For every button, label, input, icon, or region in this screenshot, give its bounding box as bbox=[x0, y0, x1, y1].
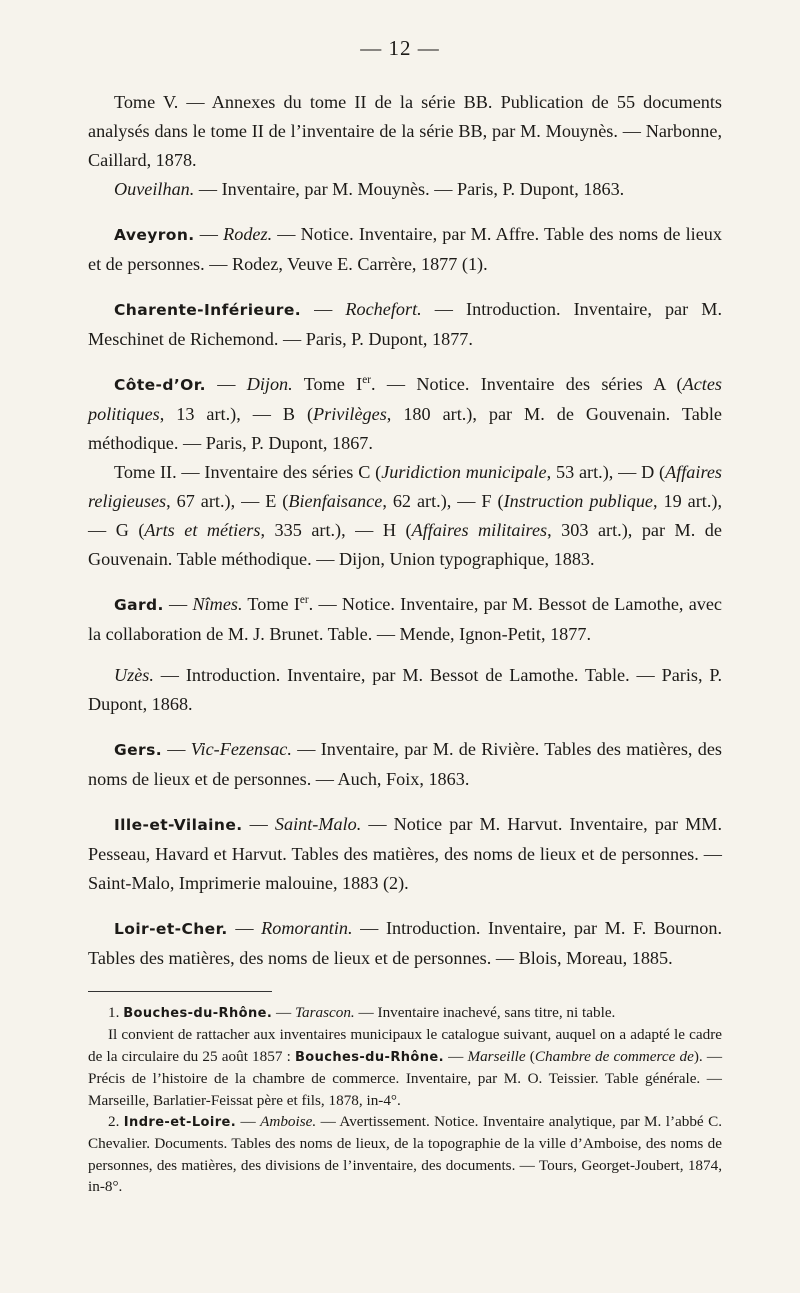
entry-text: , 19 art.), — G ( bbox=[88, 491, 722, 540]
department-name: Bouches-du-Rhône. bbox=[123, 1006, 273, 1021]
entry-text: Tome I bbox=[292, 374, 363, 394]
entry-text: , 62 art.), — F ( bbox=[382, 491, 504, 511]
series-title: Bienfaisance bbox=[288, 491, 383, 511]
entry-text: , 13 art.), — B ( bbox=[159, 404, 314, 424]
entry-text: — Introduction. Inventaire, par M. F. Bournon. Tables des matières, des noms de lieux et de personnes. — Blois, Moreau, 1885. bbox=[88, 918, 722, 968]
department-name: Ille-et-Vilaine. bbox=[114, 816, 243, 834]
main-text bbox=[88, 88, 722, 1198]
entry-uzes bbox=[88, 661, 722, 719]
entry-text: , 53 art.), — D ( bbox=[546, 462, 666, 482]
place-name: Ouveilhan. bbox=[114, 179, 195, 199]
series-title: Privilèges bbox=[313, 404, 387, 424]
entry-text: Tome I bbox=[242, 594, 300, 614]
footnote-1 bbox=[88, 1002, 722, 1024]
footnote-text: — Inventaire inachevé, sans titre, ni table. bbox=[354, 1004, 616, 1021]
place-name: Rochefort. bbox=[345, 299, 422, 319]
department-name: Aveyron. bbox=[114, 226, 195, 244]
entry-text: Tome II. — Inventaire des séries C ( bbox=[114, 462, 382, 482]
department-name: Indre-et-Loire. bbox=[123, 1115, 237, 1131]
series-title: Actes politiques bbox=[88, 374, 722, 424]
department-name: Bouches-du-Rhône. bbox=[294, 1049, 444, 1065]
footnote-text: — bbox=[272, 1004, 295, 1021]
entry-cote-d-or-tome-2 bbox=[88, 458, 722, 574]
place-name: Marseille bbox=[467, 1047, 526, 1065]
entry-text: — Notice. Inventaire, par M. Affre. Table des noms de lieux et de personnes. — Rodez, Veuve E. Carrère, 1877 (1). bbox=[88, 224, 722, 274]
entry-text: — Inventaire, par M. de Rivière. Tables des matières, des noms de lieux et de personnes. — Auch, Foix, 1863. bbox=[88, 739, 722, 789]
place-name: Uzès. bbox=[114, 665, 154, 685]
entry-charente-inferieure: Charente-Inférieure. — Rochefort. — Introduction. Inventaire, par M. Meschinet de Richemond. — Paris, P. Dupont, 1877. bbox=[88, 299, 722, 349]
series-title: Instruction publique bbox=[503, 491, 653, 511]
entry-text: . — Notice. Inventaire, par M. Bessot de Lamothe, avec la collaboration de M. J. Brunet. Table. — Mende, Ignon-Petit, 1877. bbox=[88, 594, 723, 644]
superscript: er bbox=[299, 593, 309, 606]
place-name: Nîmes. bbox=[192, 594, 243, 614]
superscript: er bbox=[362, 373, 371, 386]
entry-text: , 180 art.), par M. de Gouvenain. Table méthodique. — Paris, P. Dupont, 1867. bbox=[88, 404, 722, 453]
place-name: Saint-Malo. bbox=[274, 814, 362, 834]
place-name: Rodez. bbox=[223, 224, 273, 244]
footnote-number: 1. bbox=[108, 1004, 124, 1021]
footnote-text: — bbox=[236, 1113, 261, 1131]
footnote-text: ). — Précis de l’histoire de la chambre de commerce. Inventaire, par M. O. Teissier. Table générale. — Marseille, Barlatier-Feissat père et fils, 1878, in-4°. bbox=[88, 1047, 723, 1109]
page-number: — 12 — bbox=[360, 36, 440, 60]
entry-text: , 67 art.), — E ( bbox=[166, 491, 289, 511]
footnotes bbox=[88, 1002, 722, 1198]
department-name: Gard. bbox=[114, 596, 164, 614]
entry-gard: Gard. — Nîmes. Tome Ier. — Notice. Inventaire, par M. Bessot de Lamothe, avec la collaboration de M. J. Brunet. Table. — Mende, Ignon-Petit, 1877. bbox=[88, 593, 723, 644]
footnote-text: — Avertissement. Notice. Inventaire analytique, par M. l’abbé C. Chevalier. Documents. Tables des noms de lieux, de la topographie de la ville d’Amboise, des noms de personnes, des matières, des divisions de l’inventaire, des documents. — Tours, Georget-Joubert, 1874, in-8°. bbox=[88, 1113, 723, 1196]
series-title: Arts et métiers bbox=[144, 520, 261, 540]
footnote-number: 2. bbox=[108, 1113, 124, 1131]
entry-text: , 335 art.), — H ( bbox=[260, 520, 412, 540]
entry-text: — Inventaire, par M. Mouynès. — Paris, P. Dupont, 1863. bbox=[194, 179, 625, 199]
place-name: Romorantin. bbox=[261, 918, 353, 938]
place-name: Amboise. bbox=[260, 1113, 317, 1131]
series-title: Juridiction municipale bbox=[381, 462, 547, 482]
department-name: Côte-d’Or. bbox=[114, 376, 206, 394]
footnote-text: ( bbox=[525, 1047, 535, 1065]
entry-ille-et-vilaine: Ille-et-Vilaine. — Saint-Malo. — Notice par M. Harvut. Inventaire, par MM. Pesseau, Havard et Harvut. Tables des matières, des noms de lieux et de personnes. — Saint-Malo, Imprimerie malouine, 1883 (2). bbox=[88, 814, 722, 893]
entry-loir-et-cher: Loir-et-Cher. — Romorantin. — Introduction. Inventaire, par M. F. Bournon. Tables des matières, des noms de lieux et de personnes. — Blois, Moreau, 1885. bbox=[88, 918, 722, 968]
department-name: Gers. bbox=[114, 741, 162, 759]
footnote-text: — bbox=[443, 1047, 468, 1065]
entry-text: . — Notice. Inventaire des séries A ( bbox=[371, 374, 683, 394]
entry-text: , 303 art.), par M. de Gouvenain. Table méthodique. — Dijon, Union typographique, 1883. bbox=[88, 520, 722, 569]
entry-aveyron: Aveyron. — Rodez. — Notice. Inventaire, par M. Affre. Table des noms de lieux et de personnes. — Rodez, Veuve E. Carrère, 1877 (1). bbox=[88, 224, 722, 274]
place-name: Tarascon. bbox=[294, 1004, 355, 1021]
entry-text: Tome V. — Annexes du tome II de la série BB. Publication de 55 documents analysés dans le tome II de l’inventaire de la série BB, par M. Mouynès. — Narbonne, Caillard, 1878. bbox=[88, 92, 722, 170]
entry-ouveilhan bbox=[88, 175, 722, 204]
place-name: Vic-Fezensac. bbox=[190, 739, 292, 759]
place-name: Dijon. bbox=[246, 374, 293, 394]
footnote-1-continued bbox=[88, 1024, 722, 1111]
entry-text: — Introduction. Inventaire, par M. Bessot de Lamothe. Table. — Paris, P. Dupont, 1868. bbox=[88, 665, 722, 714]
footnote-text: Il convient de rattacher aux inventaires municipaux le catalogue suivant, auquel on a adapté le cadre de la circulaire du 25 août 1857 : bbox=[88, 1026, 722, 1065]
footnote-2 bbox=[88, 1111, 722, 1198]
entry-text: — Notice par M. Harvut. Inventaire, par MM. Pesseau, Havard et Harvut. Tables des matières, des noms de lieux et de personnes. — Saint-Malo, Imprimerie malouine, 1883 (2). bbox=[88, 814, 722, 893]
department-name: Charente-Inférieure. bbox=[114, 301, 302, 319]
series-title: Affaires religieuses bbox=[88, 462, 723, 511]
series-title: Chambre de commerce de bbox=[534, 1047, 694, 1065]
department-name: Loir-et-Cher. bbox=[114, 920, 228, 938]
entry-tome-v bbox=[88, 88, 722, 175]
entry-gers: Gers. — Vic-Fezensac. — Inventaire, par M. de Rivière. Tables des matières, des noms de lieux et de personnes. — Auch, Foix, 1863. bbox=[88, 739, 722, 789]
footnote-divider bbox=[88, 991, 272, 992]
entry-text: — Introduction. Inventaire, par M. Meschinet de Richemond. — Paris, P. Dupont, 1877. bbox=[88, 299, 722, 349]
entry-cote-d-or-tome-1: Côte-d’Or. — Dijon. Tome Ier. — Notice. Inventaire des séries A (Actes politiques, 13 art.), — B (Privilèges, 180 art.), par M. de Gouvenain. Table méthodique. — Paris, P. Dupont, 1867. bbox=[88, 373, 722, 453]
series-title: Affaires militaires bbox=[411, 520, 548, 540]
